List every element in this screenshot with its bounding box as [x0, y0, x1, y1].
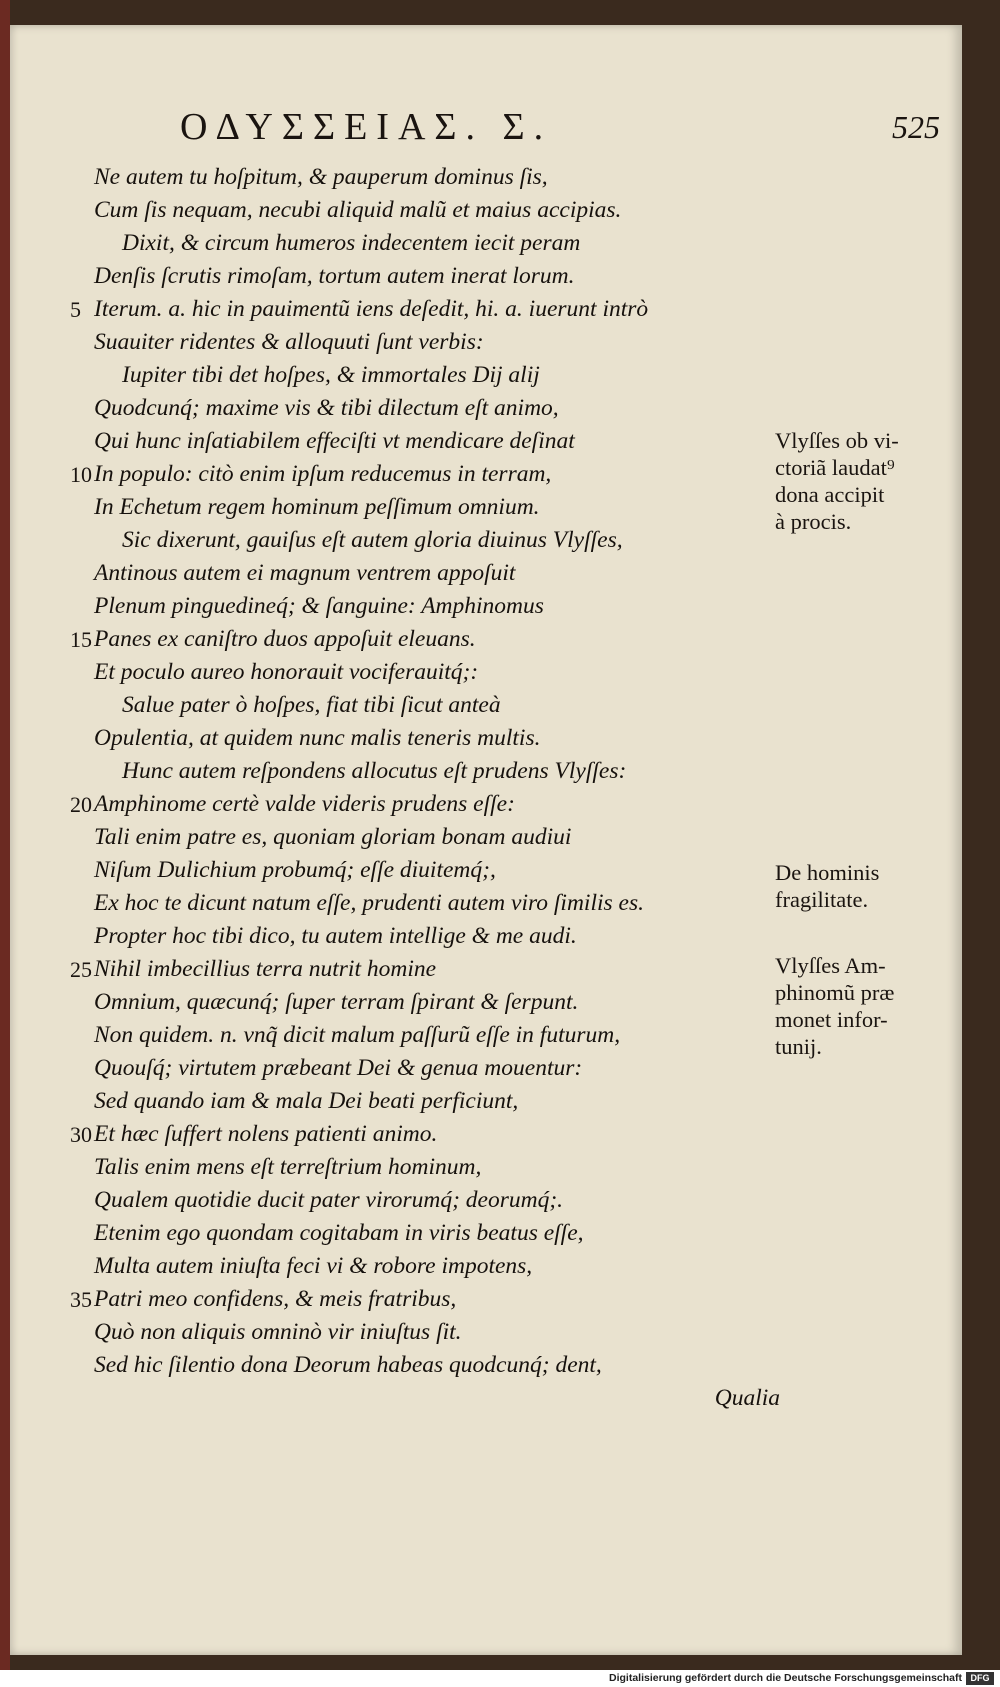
verse-line	[70, 1019, 780, 1052]
verse-line	[70, 623, 780, 656]
verse-line	[70, 1151, 780, 1184]
margin-note-line: tunij.	[775, 1034, 822, 1059]
verse-line	[70, 1052, 780, 1085]
verse-text-line: Amphinome certè valde videris prudens eſſe:	[94, 791, 515, 817]
verse-text-line: Niſum Dulichium probumq́; eſſe diuitemq́;,	[94, 857, 496, 883]
verse-line	[70, 326, 780, 359]
verse-line	[70, 425, 780, 458]
verse-line	[70, 359, 780, 392]
verse-line	[70, 1217, 780, 1250]
verse-text-line: Sic dixerunt, gauiſus eſt autem gloria diuinus Vlyſſes,	[122, 527, 623, 553]
page-number: 525	[892, 109, 940, 145]
verse-line	[70, 722, 780, 755]
digitization-footer	[0, 1670, 1000, 1687]
verse-text-line: Panes ex caniſtro duos appoſuit eleuans.	[94, 626, 476, 652]
verse-text-line: Et poculo aureo honorauit vociferauitq́;:	[94, 659, 479, 685]
verse-text-line: Quò non aliquis omninò vir iniuſtus ſit.	[94, 1319, 462, 1345]
verse-text-line: Suauiter ridentes & alloquuti ſunt verbis:	[94, 329, 484, 355]
margin-note-line: monet infor-	[775, 1007, 888, 1032]
footer-credit: Digitalisierung gefördert durch die Deutsche Forschungsgemeinschaft	[609, 1672, 962, 1684]
verse-line	[70, 887, 780, 920]
dfg-logo: DFG	[966, 1672, 994, 1685]
verse-text-line: Ex hoc te dicunt natum eſſe, prudenti autem viro ſimilis es.	[94, 890, 644, 916]
book-page	[10, 25, 962, 1655]
line-number: 35	[70, 1287, 92, 1312]
margin-note-line: Vlyſſes Am-	[775, 953, 886, 978]
verse-line	[70, 821, 780, 854]
verse-line	[70, 953, 780, 986]
verse-line	[70, 194, 780, 227]
margin-note-line: à procis.	[775, 509, 852, 534]
verse-line	[70, 260, 780, 293]
line-number: 30	[70, 1122, 92, 1147]
verse-text-line: Quouſq́; virtutem præbeant Dei & genua mouentur:	[94, 1055, 583, 1081]
running-title: ΟΔΥΣΣΕΙΑΣ. Σ.	[180, 106, 553, 148]
verse-line	[70, 986, 780, 1019]
verse-text-line: Talis enim mens eſt terreſtrium hominum,	[94, 1154, 482, 1180]
verse-text-line: Cum ſis nequam, necubi aliquid malũ et maius accipias.	[94, 197, 622, 223]
margin-note-line: ctoriã laudat⁹	[775, 455, 895, 480]
margin-note-warning	[775, 952, 955, 1060]
verse-text-line: Etenim ego quondam cogitabam in viris beatus eſſe,	[94, 1220, 584, 1246]
verse-text-line: Antinous autem ei magnum ventrem appoſuit	[94, 560, 516, 586]
line-number: 25	[70, 957, 92, 982]
margin-note-fragility	[775, 859, 955, 913]
verse-text-line: Qualem quotidie ducit pater virorumq́; deorumq́;.	[94, 1187, 564, 1213]
catchword-row	[70, 1382, 780, 1415]
verse-text-line: Iterum. a. hic in pauimentũ iens deſedit, hi. a. iuerunt intrò	[94, 296, 649, 322]
verse-text-line: Propter hoc tibi dico, tu autem intellige & me audi.	[94, 923, 577, 949]
book-cover-edge	[0, 0, 10, 1670]
verse-text-line: Multa autem iniuſta feci vi & robore impotens,	[94, 1253, 533, 1279]
verse-text-line: Et hæc ſuffert nolens patienti animo.	[94, 1121, 438, 1147]
verse-line	[70, 392, 780, 425]
verse-text-line: Ne autem tu hoſpitum, & pauperum dominus ſis,	[94, 164, 548, 190]
verse-text-line: Nihil imbecillius terra nutrit homine	[94, 956, 437, 982]
line-number: 15	[70, 627, 92, 652]
margin-note-line: phinomũ præ	[775, 980, 895, 1005]
verse-line	[70, 458, 780, 491]
verse-line	[70, 524, 780, 557]
verse-text-line: Omnium, quæcunq́; ſuper terram ſpirant & ſerpunt.	[94, 989, 579, 1015]
verse-line	[70, 1085, 780, 1118]
verse-line	[70, 227, 780, 260]
verse-line	[70, 1184, 780, 1217]
verse-line	[70, 1118, 780, 1151]
verse-text-line: Sed hic ſilentio dona Deorum habeas quodcunq́; dent,	[94, 1352, 602, 1378]
verse-line	[70, 656, 780, 689]
verse-line	[70, 293, 780, 326]
verse-text-line: In Echetum regem hominum peſſimum omnium.	[94, 494, 540, 520]
line-number: 20	[70, 792, 92, 817]
verse-line	[70, 161, 780, 194]
verse-text-line: Tali enim patre es, quoniam gloriam bonam audiui	[94, 824, 572, 850]
margin-note-line: De hominis	[775, 860, 880, 885]
verse-text-line: Salue pater ò hoſpes, fiat tibi ſicut anteà	[122, 692, 501, 718]
verse-line	[70, 1250, 780, 1283]
verse-line	[70, 788, 780, 821]
verse-line	[70, 491, 780, 524]
verse-line	[70, 1349, 780, 1382]
verse-line	[70, 557, 780, 590]
verse-text-line: Quodcunq́; maxime vis & tibi dilectum eſt animo,	[94, 395, 559, 421]
verse-line	[70, 689, 780, 722]
verse-text-line: Opulentia, at quidem nunc malis teneris multis.	[94, 725, 541, 751]
verse-line	[70, 854, 780, 887]
verse-text-line: Hunc autem reſpondens allocutus eſt prudens Vlyſſes:	[122, 758, 627, 784]
verse-text-line: In populo: citò enim ipſum reducemus in terram,	[94, 461, 552, 487]
line-number: 5	[70, 297, 81, 322]
verse-line	[70, 1316, 780, 1349]
line-number: 10	[70, 462, 92, 487]
verse-text-line: Dixit, & circum humeros indecentem iecit peram	[122, 230, 581, 256]
verse-line	[70, 590, 780, 623]
margin-note-line: dona accipit	[775, 482, 885, 507]
verse-text-line: Sed quando iam & mala Dei beati perficiunt,	[94, 1088, 519, 1114]
verse-text-line: Denſis ſcrutis rimoſam, tortum autem inerat lorum.	[94, 263, 575, 289]
page-header	[180, 105, 940, 151]
verse-text-line: Non quidem. n. vnq̃ dicit malum paſſurũ eſſe in futurum,	[94, 1022, 621, 1048]
margin-note-line: Vlyſſes ob vi-	[775, 428, 899, 453]
verse-line	[70, 920, 780, 953]
verse-line	[70, 1283, 780, 1316]
verse-text-line: Qui hunc inſatiabilem effeciſti vt mendicare deſinat	[94, 428, 575, 454]
verse-text-line: Iupiter tibi det hoſpes, & immortales Dij alij	[122, 362, 540, 388]
verse-line	[70, 755, 780, 788]
verse-text-line: Patri meo confidens, & meis fratribus,	[94, 1286, 457, 1312]
margin-note-line: fragilitate.	[775, 887, 869, 912]
margin-note-victory	[775, 427, 955, 535]
verse-text	[70, 161, 780, 1415]
catchword: Qualia	[714, 1385, 780, 1411]
verse-text-line: Plenum pinguedineq́; & ſanguine: Amphinomus	[94, 593, 544, 619]
